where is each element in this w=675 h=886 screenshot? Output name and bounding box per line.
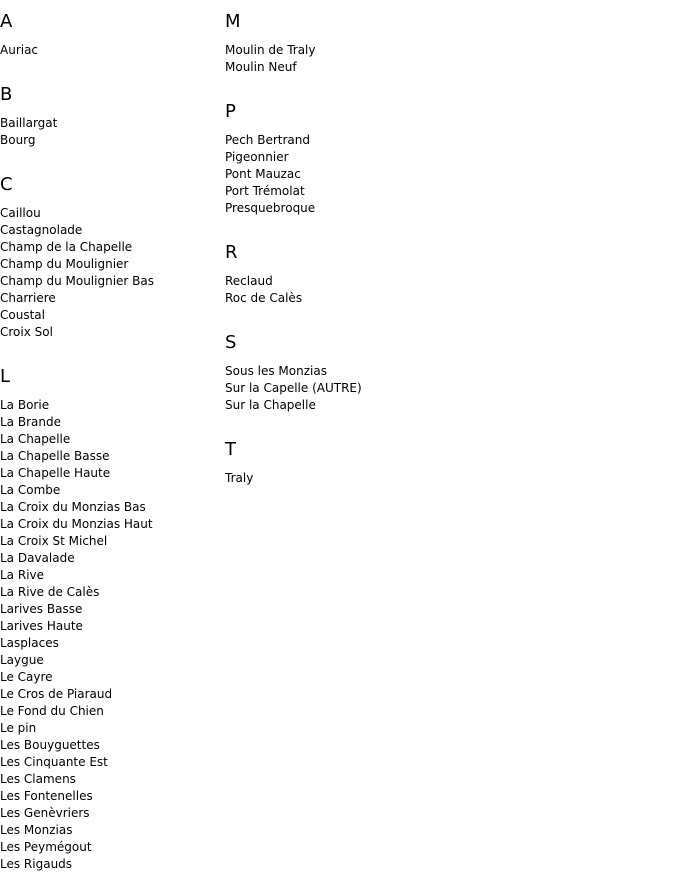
list-item: Le Cros de Piaraud [0, 687, 113, 701]
list-item: Les Clamens [0, 772, 76, 786]
left-column [0, 11, 222, 873]
spacer [225, 307, 525, 332]
section-b [0, 84, 222, 149]
list-item: Caillou [0, 206, 41, 220]
section-m [225, 11, 525, 76]
list-item: La Combe [0, 483, 61, 497]
list-item: La Borie [0, 398, 50, 412]
list-item: Les Genèvriers [0, 806, 90, 820]
list-item: Traly [225, 471, 254, 485]
list-item: Sur la Chapelle [225, 398, 316, 412]
list-item: Charriere [0, 291, 56, 305]
list-item: La Croix du Monzias Haut [0, 517, 153, 531]
section-letter: B [0, 84, 13, 105]
list-item: Les Peymégout [0, 840, 92, 854]
list-item: Coustal [0, 308, 45, 322]
spacer [0, 59, 222, 84]
list-item: Lasplaces [0, 636, 59, 650]
list-item: Champ de la Chapelle [0, 240, 133, 254]
list-item: Laygue [0, 653, 44, 667]
section-t [225, 439, 525, 487]
list-item: Champ du Moulignier [0, 257, 129, 271]
name-list [0, 205, 222, 341]
list-item: La Croix du Monzias Bas [0, 500, 146, 514]
section-letter: S [225, 332, 237, 353]
list-item: Pont Mauzac [225, 167, 301, 181]
list-item: Les Cinquante Est [0, 755, 108, 769]
list-item: Les Monzias [0, 823, 73, 837]
list-item: Roc de Calès [225, 291, 303, 305]
list-item: La Davalade [0, 551, 75, 565]
name-list [0, 42, 222, 59]
name-list [225, 273, 525, 307]
list-item: Sous les Monzias [225, 364, 327, 378]
spacer [225, 414, 525, 439]
list-item: Les Rigauds [0, 857, 73, 871]
list-item: Le Cayre [0, 670, 53, 684]
list-item: Champ du Moulignier Bas [0, 274, 154, 288]
name-list [225, 470, 525, 487]
right-column [225, 11, 525, 487]
list-item: Le Fond du Chien [0, 704, 104, 718]
list-item: Reclaud [225, 274, 273, 288]
list-item: Moulin Neuf [225, 60, 297, 74]
section-p [225, 101, 525, 217]
spacer [0, 341, 222, 366]
list-item: Larives Basse [0, 602, 83, 616]
section-s [225, 332, 525, 414]
section-letter: L [0, 366, 11, 387]
name-list [225, 363, 525, 414]
name-list [225, 132, 525, 217]
name-list [225, 42, 525, 76]
list-item: La Croix St Michel [0, 534, 108, 548]
section-letter: T [225, 439, 236, 460]
list-item: Bourg [0, 133, 36, 147]
list-item: Sur la Capelle (AUTRE) [225, 381, 362, 395]
section-letter: M [225, 11, 241, 32]
section-letter: R [225, 242, 238, 263]
list-item: La Chapelle Haute [0, 466, 111, 480]
section-c [0, 174, 222, 341]
list-item: La Rive de Calès [0, 585, 100, 599]
section-a [0, 11, 222, 59]
spacer [0, 149, 222, 174]
list-item: Auriac [0, 43, 39, 57]
section-letter: P [225, 101, 236, 122]
list-item: Castagnolade [0, 223, 83, 237]
list-item: La Brande [0, 415, 61, 429]
list-item: La Rive [0, 568, 45, 582]
spacer [225, 76, 525, 101]
list-item: La Chapelle [0, 432, 71, 446]
list-item: Pech Bertrand [225, 133, 310, 147]
list-item: Les Bouyguettes [0, 738, 100, 752]
list-item: Moulin de Traly [225, 43, 316, 57]
section-letter: A [0, 11, 13, 32]
list-item: Presquebroque [225, 201, 316, 215]
section-l [0, 366, 222, 873]
list-item: La Chapelle Basse [0, 449, 110, 463]
list-item: Larives Haute [0, 619, 83, 633]
list-item: Port Trémolat [225, 184, 305, 198]
name-list [0, 115, 222, 149]
list-item: Croix Sol [0, 325, 53, 339]
list-item: Les Fontenelles [0, 789, 93, 803]
list-item: Pigeonnier [225, 150, 289, 164]
list-item: Baillargat [0, 116, 58, 130]
section-r [225, 242, 525, 307]
list-item: Le pin [0, 721, 37, 735]
section-letter: C [0, 174, 13, 195]
spacer [225, 217, 525, 242]
name-list [0, 397, 222, 873]
